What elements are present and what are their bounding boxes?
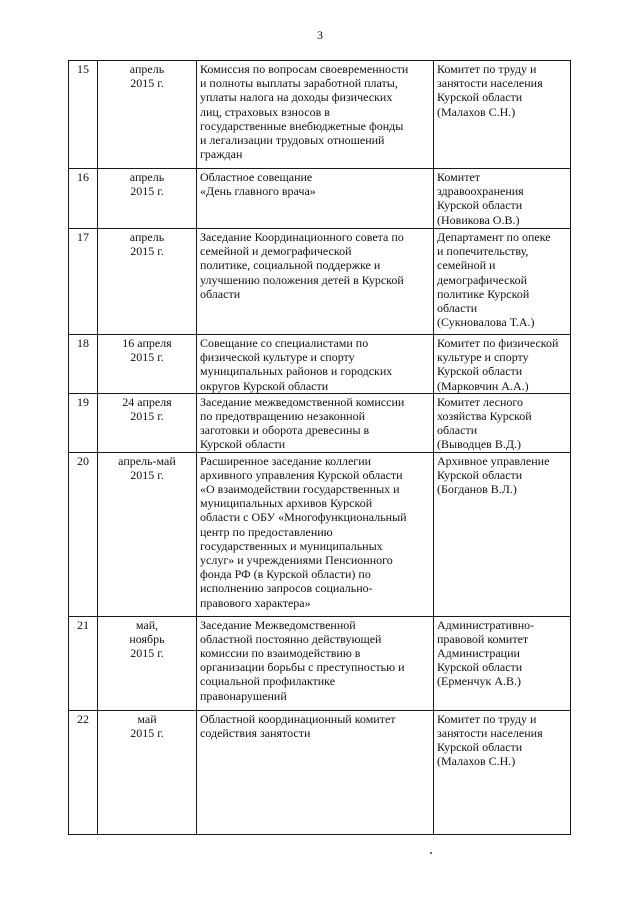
responsible-body-line: (Марковчин А.А.): [437, 378, 529, 393]
event-title-line: Областное совещание: [200, 170, 313, 184]
event-title-line: граждан: [200, 147, 243, 162]
event-title: [197, 616, 434, 710]
responsible-body: [434, 710, 571, 834]
event-date-line: 16 апреля: [122, 336, 172, 350]
event-title-line: семейной и демографической: [200, 244, 352, 259]
responsible-body-line: (Выводцев В.Д.): [437, 437, 522, 452]
table-row: [69, 61, 571, 169]
event-title-line: уплаты налога на доходы физических: [200, 90, 393, 105]
responsible-body: [434, 61, 571, 169]
responsible-body-line: правовой комитет: [437, 631, 529, 646]
responsible-body-line: занятости населения: [437, 76, 543, 91]
event-title-line: муниципальных районов и городских: [200, 364, 393, 379]
event-date-line: 2015 г.: [130, 244, 164, 259]
event-title-line: Комиссия по вопросам своевременности: [200, 62, 409, 76]
responsible-body: [434, 452, 571, 616]
responsible-body-line: области: [437, 301, 478, 316]
responsible-body-line: Курской области: [437, 364, 523, 379]
responsible-body: [434, 229, 571, 335]
event-title-line: Областной координационный комитет: [200, 711, 396, 726]
event-title-line: центр по предоставлению: [200, 524, 333, 539]
event-date-line: май: [137, 711, 157, 726]
table-row: [69, 452, 571, 616]
event-title-line: Расширенное заседание коллегии: [200, 453, 372, 468]
event-title-line: государственных и муниципальных: [200, 538, 383, 553]
event-title-line: комиссии по взаимодействию в: [200, 646, 361, 661]
table-row: [69, 393, 571, 452]
responsible-body-line: и попечительству,: [437, 244, 529, 259]
event-title-line: лиц, страховых взносов в: [200, 104, 330, 119]
event-title-line: и полноты выплаты заработной платы,: [200, 76, 398, 91]
event-date: [98, 229, 197, 335]
responsible-body-line: политике Курской: [437, 286, 530, 301]
responsible-body-line: Комитет лесного: [437, 394, 523, 409]
event-date-line: 2015 г.: [130, 646, 164, 661]
row-number: 21: [69, 616, 98, 710]
event-date-line: апрель: [129, 230, 165, 244]
event-title-line: «День главного врача»: [200, 184, 316, 199]
responsible-body-line: Курской области: [437, 660, 523, 675]
row-number: 17: [69, 229, 98, 335]
event-title: [197, 61, 434, 169]
responsible-body-line: Комитет по труду и: [437, 711, 537, 726]
row-number: 20: [69, 452, 98, 616]
responsible-body: [434, 393, 571, 452]
event-date-line: 2015 г.: [130, 76, 164, 91]
event-title: [197, 169, 434, 229]
events-table: [68, 60, 571, 835]
event-date: [98, 169, 197, 229]
event-title-line: области с ОБУ «Многофункциональный: [200, 510, 407, 525]
event-title-line: муниципальных архивов Курской: [200, 496, 373, 511]
responsible-body: [434, 616, 571, 710]
event-title-line: области: [200, 286, 241, 301]
table-row: [69, 710, 571, 834]
event-title-line: политике, социальной поддержке и: [200, 258, 381, 273]
event-title-line: областной постоянно действующей: [200, 631, 382, 646]
responsible-body-line: Комитет по физической: [437, 336, 559, 350]
row-number: 19: [69, 393, 98, 452]
event-date: [98, 61, 197, 169]
responsible-body-line: демографической: [437, 272, 528, 287]
event-date-line: апрель-май: [118, 453, 176, 468]
events-table-body: [69, 61, 571, 835]
event-date-line: апрель: [129, 170, 165, 184]
event-title-line: социальной профилактике: [200, 674, 336, 689]
responsible-body-line: культуре и спорту: [437, 350, 529, 365]
scan-speck: [430, 852, 432, 854]
responsible-body-line: здравоохранения: [437, 184, 524, 199]
event-title-line: правонарушений: [200, 688, 287, 703]
table-row: [69, 335, 571, 394]
event-date-line: 2015 г.: [130, 409, 164, 424]
responsible-body-line: Комитет по труду и: [437, 62, 537, 76]
event-title-line: и легализации трудовых отношений: [200, 133, 385, 148]
responsible-body-line: Курской области: [437, 467, 523, 482]
event-title-line: услуг» и учреждениями Пенсионного: [200, 553, 393, 568]
responsible-body-line: (Сукновалова Т.А.): [437, 315, 535, 330]
table-row: [69, 229, 571, 335]
event-date: [98, 393, 197, 452]
row-number: 15: [69, 61, 98, 169]
event-title-line: Заседание Координационного совета по: [200, 230, 404, 244]
table-row: [69, 169, 571, 229]
event-date: [98, 335, 197, 394]
responsible-body-line: области: [437, 423, 478, 438]
responsible-body: [434, 335, 571, 394]
table-row: [69, 616, 571, 710]
responsible-body-line: Курской области: [437, 198, 523, 213]
responsible-body-line: Курской области: [437, 740, 523, 755]
row-number: 22: [69, 710, 98, 834]
responsible-body-line: (Малахов С.Н.): [437, 104, 516, 119]
event-date-line: 2015 г.: [130, 467, 164, 482]
event-date-line: 24 апреля: [122, 394, 172, 409]
responsible-body: [434, 169, 571, 229]
event-title-line: Заседание межведомственной комиссии: [200, 394, 405, 409]
event-date-line: 2015 г.: [130, 725, 164, 740]
event-date-line: апрель: [129, 62, 165, 76]
responsible-body-line: Курской области: [437, 90, 523, 105]
event-title-line: архивного управления Курской области: [200, 467, 403, 482]
event-title-line: фонда РФ (в Курской области) по: [200, 567, 371, 582]
responsible-body-line: Комитет: [437, 170, 481, 184]
event-title-line: Совещание со специалистами по: [200, 336, 369, 350]
event-title-line: Курской области: [200, 437, 286, 452]
event-title: [197, 229, 434, 335]
responsible-body-line: (Ерменчук А.В.): [437, 674, 522, 689]
event-title-line: физической культуре и спорту: [200, 350, 355, 365]
responsible-body-line: Архивное управление: [437, 453, 550, 468]
row-number: 18: [69, 335, 98, 394]
event-title-line: «О взаимодействии государственных и: [200, 482, 400, 497]
responsible-body-line: хозяйства Курской: [437, 409, 532, 424]
event-title: [197, 393, 434, 452]
responsible-body-line: занятости населения: [437, 725, 543, 740]
responsible-body-line: (Новикова О.В.): [437, 212, 520, 227]
event-title-line: по предотвращению незаконной: [200, 409, 366, 424]
event-title: [197, 335, 434, 394]
event-date-line: 2015 г.: [130, 184, 164, 199]
event-title-line: государственные внебюджетные фонды: [200, 118, 404, 133]
event-date-line: 2015 г.: [130, 350, 164, 365]
event-date-line: ноябрь: [129, 631, 165, 646]
event-title: [197, 452, 434, 616]
event-date: [98, 710, 197, 834]
event-title-line: правового характера»: [200, 595, 311, 610]
responsible-body-line: (Малахов С.Н.): [437, 754, 516, 769]
page-number: 3: [317, 28, 323, 42]
responsible-body-line: семейной и: [437, 258, 496, 273]
event-title-line: заготовки и оборота древесины в: [200, 423, 370, 438]
event-title-line: содействия занятости: [200, 725, 311, 740]
event-title-line: организации борьбы с преступностью и: [200, 660, 405, 675]
responsible-body-line: (Богданов В.Л.): [437, 482, 517, 497]
row-number: 16: [69, 169, 98, 229]
event-title: [197, 710, 434, 834]
event-title-line: улучшению положения детей в Курской: [200, 272, 404, 287]
responsible-body-line: Административно-: [437, 617, 535, 632]
event-date-line: май,: [135, 617, 159, 632]
responsible-body-line: Департамент по опеке: [437, 230, 551, 244]
event-title-line: исполнению запросов социально-: [200, 581, 373, 596]
event-date: [98, 452, 197, 616]
responsible-body-line: Администрации: [437, 646, 520, 661]
event-title-line: округов Курской области: [200, 378, 329, 393]
event-title-line: Заседание Межведомственной: [200, 617, 356, 632]
event-date: [98, 616, 197, 710]
